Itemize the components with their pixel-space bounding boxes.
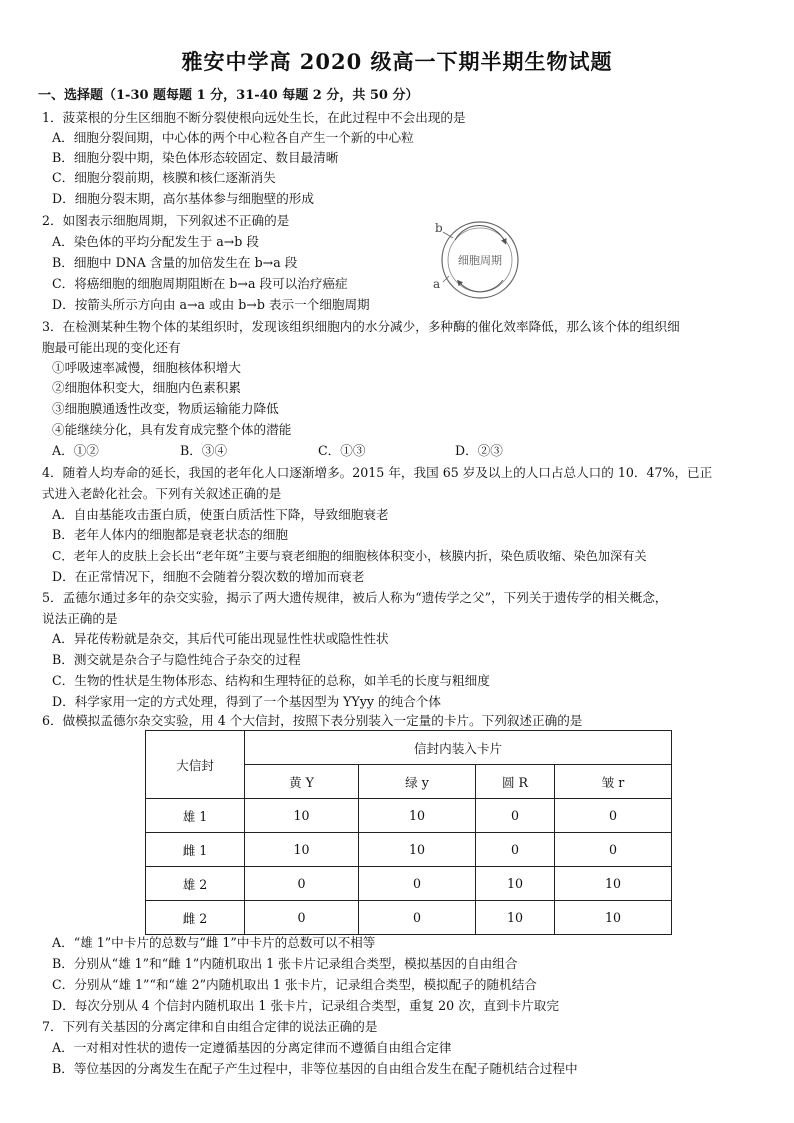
- q3-choice-b: B．③④: [180, 443, 228, 458]
- table-cell: 10: [476, 901, 555, 935]
- q2-option-a: A．染色体的平均分配发生于 a→b 段: [52, 234, 259, 249]
- table-cell: 0: [555, 833, 672, 867]
- q7-option-b: B．等位基因的分离发生在配子产生过程中，非等位基因的自由组合发生在配子随机结合过程中: [52, 1061, 578, 1076]
- q3-item-3: ③细胞膜通透性改变，物质运输能力降低: [52, 401, 279, 416]
- q3-item-1: ①呼吸速率减慢，细胞核体积增大: [52, 360, 241, 375]
- q5-option-a: A．异花传粉就是杂交，其后代可能出现显性性状或隐性性状: [52, 631, 389, 646]
- table-row: [146, 799, 672, 833]
- table-cell: 0: [245, 867, 359, 901]
- diagram-label-a: a: [433, 277, 441, 291]
- table-col-header: 圆 R: [476, 765, 555, 799]
- q3-choice-d: D．②③: [455, 443, 503, 458]
- q1-option-c: C．细胞分裂前期，核膜和核仁逐渐消失: [52, 170, 276, 185]
- q3-item-2: ②细胞体积变大，细胞内色素积累: [52, 380, 241, 395]
- table-cell: 10: [359, 799, 476, 833]
- table-row-name: 雌 1: [146, 833, 245, 867]
- table-cell: 0: [359, 901, 476, 935]
- table-cell: 0: [359, 867, 476, 901]
- q4-option-a: A．自由基能攻击蛋白质，使蛋白质活性下降，导致细胞衰老: [52, 507, 389, 522]
- q3-choice-a: A．①②: [52, 443, 99, 458]
- q3-item-4: ④能继续分化，具有发育成完整个体的潜能: [52, 422, 292, 437]
- table-col-header: 黄 Y: [245, 765, 359, 799]
- question-5-stem-line1: 5．孟德尔通过多年的杂交实验，揭示了两大遗传规律，被后人称为“遗传学之父”，下列关于遗传学的相关概念，: [42, 590, 668, 605]
- exam-title: 雅安中学高 2020 级高一下期半期生物试题: [181, 49, 613, 74]
- question-3-stem-line2: 胞最可能出现的变化还有: [42, 340, 181, 355]
- q3-choice-c: C．①③: [318, 443, 366, 458]
- q1-option-b: B．细胞分裂中期，染色体形态较固定、数目最清晰: [52, 150, 339, 165]
- table-row: [146, 867, 672, 901]
- table-cell: 10: [555, 901, 672, 935]
- q4-option-c: C．老年人的皮肤上会长出“老年斑”主要与衰老细胞的细胞核体积变小，核膜内折，染色质收缩、染色加深有关: [52, 549, 647, 563]
- table-cell: 10: [245, 833, 359, 867]
- section-heading: 一、选择题（1-30 题每题 1 分，31-40 每题 2 分，共 50 分）: [38, 88, 419, 103]
- q6-option-d: D．每次分别从 4 个信封内随机取出 1 张卡片，记录组合类型，重复 20 次，直到卡片取完: [52, 998, 559, 1013]
- table-row-name: 雌 2: [146, 901, 245, 935]
- table-col-header: 皱 r: [555, 765, 672, 799]
- q4-option-b: B．老年人体内的细胞都是衰老状态的细胞: [52, 527, 288, 542]
- table-cell: 0: [555, 799, 672, 833]
- question-1-stem: 1．菠菜根的分生区细胞不断分裂使根向远处生长，在此过程中不会出现的是: [42, 110, 466, 125]
- table-cell: 0: [245, 901, 359, 935]
- q2-option-b: B．细胞中 DNA 含量的加倍发生在 b→a 段: [52, 255, 298, 270]
- table-cell: 0: [476, 833, 555, 867]
- table-row-name: 雄 1: [146, 799, 245, 833]
- question-6-stem: 6．做模拟孟德尔杂交实验，用 4 个大信封，按照下表分别装入一定量的卡片。下列叙述正确的是: [42, 713, 583, 728]
- table-cell: 0: [476, 799, 555, 833]
- table-cell: 10: [245, 799, 359, 833]
- question-4-stem-line1: 4．随着人均寿命的延长，我国的老年化人口逐渐增多。2015 年，我国 65 岁及以上的人口占总人口的 10．47%，已正: [42, 465, 713, 480]
- q5-option-b: B．测交就是杂合子与隐性纯合子杂交的过程: [52, 652, 301, 667]
- diagram-label-b: b: [435, 221, 443, 235]
- diagram-center-label: 细胞周期: [458, 254, 502, 267]
- q2-option-d: D．按箭头所示方向由 a→a 或由 b→b 表示一个细胞周期: [52, 297, 370, 312]
- question-3-stem-line1: 3．在检测某种生物个体的某组织时，发现该组织细胞内的水分减少，多种酶的催化效率降低，那么该个体的组织细: [42, 319, 680, 334]
- q4-option-d: D．在正常情况下，细胞不会随着分裂次数的增加而衰老: [52, 569, 365, 584]
- q6-option-b: B．分别从“雄 1”和“雌 1”内随机取出 1 张卡片记录组合类型，模拟基因的自由组合: [52, 956, 518, 971]
- q6-option-a: A．“雄 1”中卡片的总数与“雌 1”中卡片的总数可以不相等: [52, 935, 376, 950]
- q2-option-c: C．将癌细胞的细胞周期阻断在 b→a 段可以治疗癌症: [52, 276, 348, 291]
- envelope-card-table: [145, 730, 672, 935]
- q5-option-d: D．科学家用一定的方式处理，得到了一个基因型为 YYyy 的纯合个体: [52, 694, 441, 709]
- table-row: [146, 901, 672, 935]
- table-col-header: 绿 y: [359, 765, 476, 799]
- q1-option-d: D．细胞分裂末期，高尔基体参与细胞壁的形成: [52, 191, 314, 206]
- table-header-envelope: 大信封: [146, 731, 245, 799]
- q1-option-a: A．细胞分裂间期，中心体的两个中心粒各自产生一个新的中心粒: [52, 130, 414, 145]
- question-5-stem-line2: 说法正确的是: [42, 611, 118, 626]
- table-cell: 10: [476, 867, 555, 901]
- table-cell: 10: [555, 867, 672, 901]
- table-header-cards: 信封内装入卡片: [245, 731, 672, 765]
- table-row: [146, 833, 672, 867]
- question-7-stem: 7．下列有关基因的分离定律和自由组合定律的说法正确的是: [42, 1019, 378, 1034]
- question-4-stem-line2: 式进入老龄化社会。下列有关叙述正确的是: [42, 486, 282, 501]
- question-2-stem: 2．如图表示细胞周期，下列叙述不正确的是: [42, 213, 290, 228]
- table-row-name: 雄 2: [146, 867, 245, 901]
- q6-option-c: C．分别从“雄 1”“和“雄 2”内随机取出 1 张卡片，记录组合类型，模拟配子的随机结合: [52, 977, 537, 992]
- q5-option-c: C．生物的性状是生物体形态、结构和生理特征的总称，如羊毛的长度与粗细度: [52, 673, 490, 688]
- q7-option-a: A．一对相对性状的遗传一定遵循基因的分离定律而不遵循自由组合定律: [52, 1040, 452, 1055]
- cell-cycle-diagram: [425, 212, 535, 307]
- table-cell: 10: [359, 833, 476, 867]
